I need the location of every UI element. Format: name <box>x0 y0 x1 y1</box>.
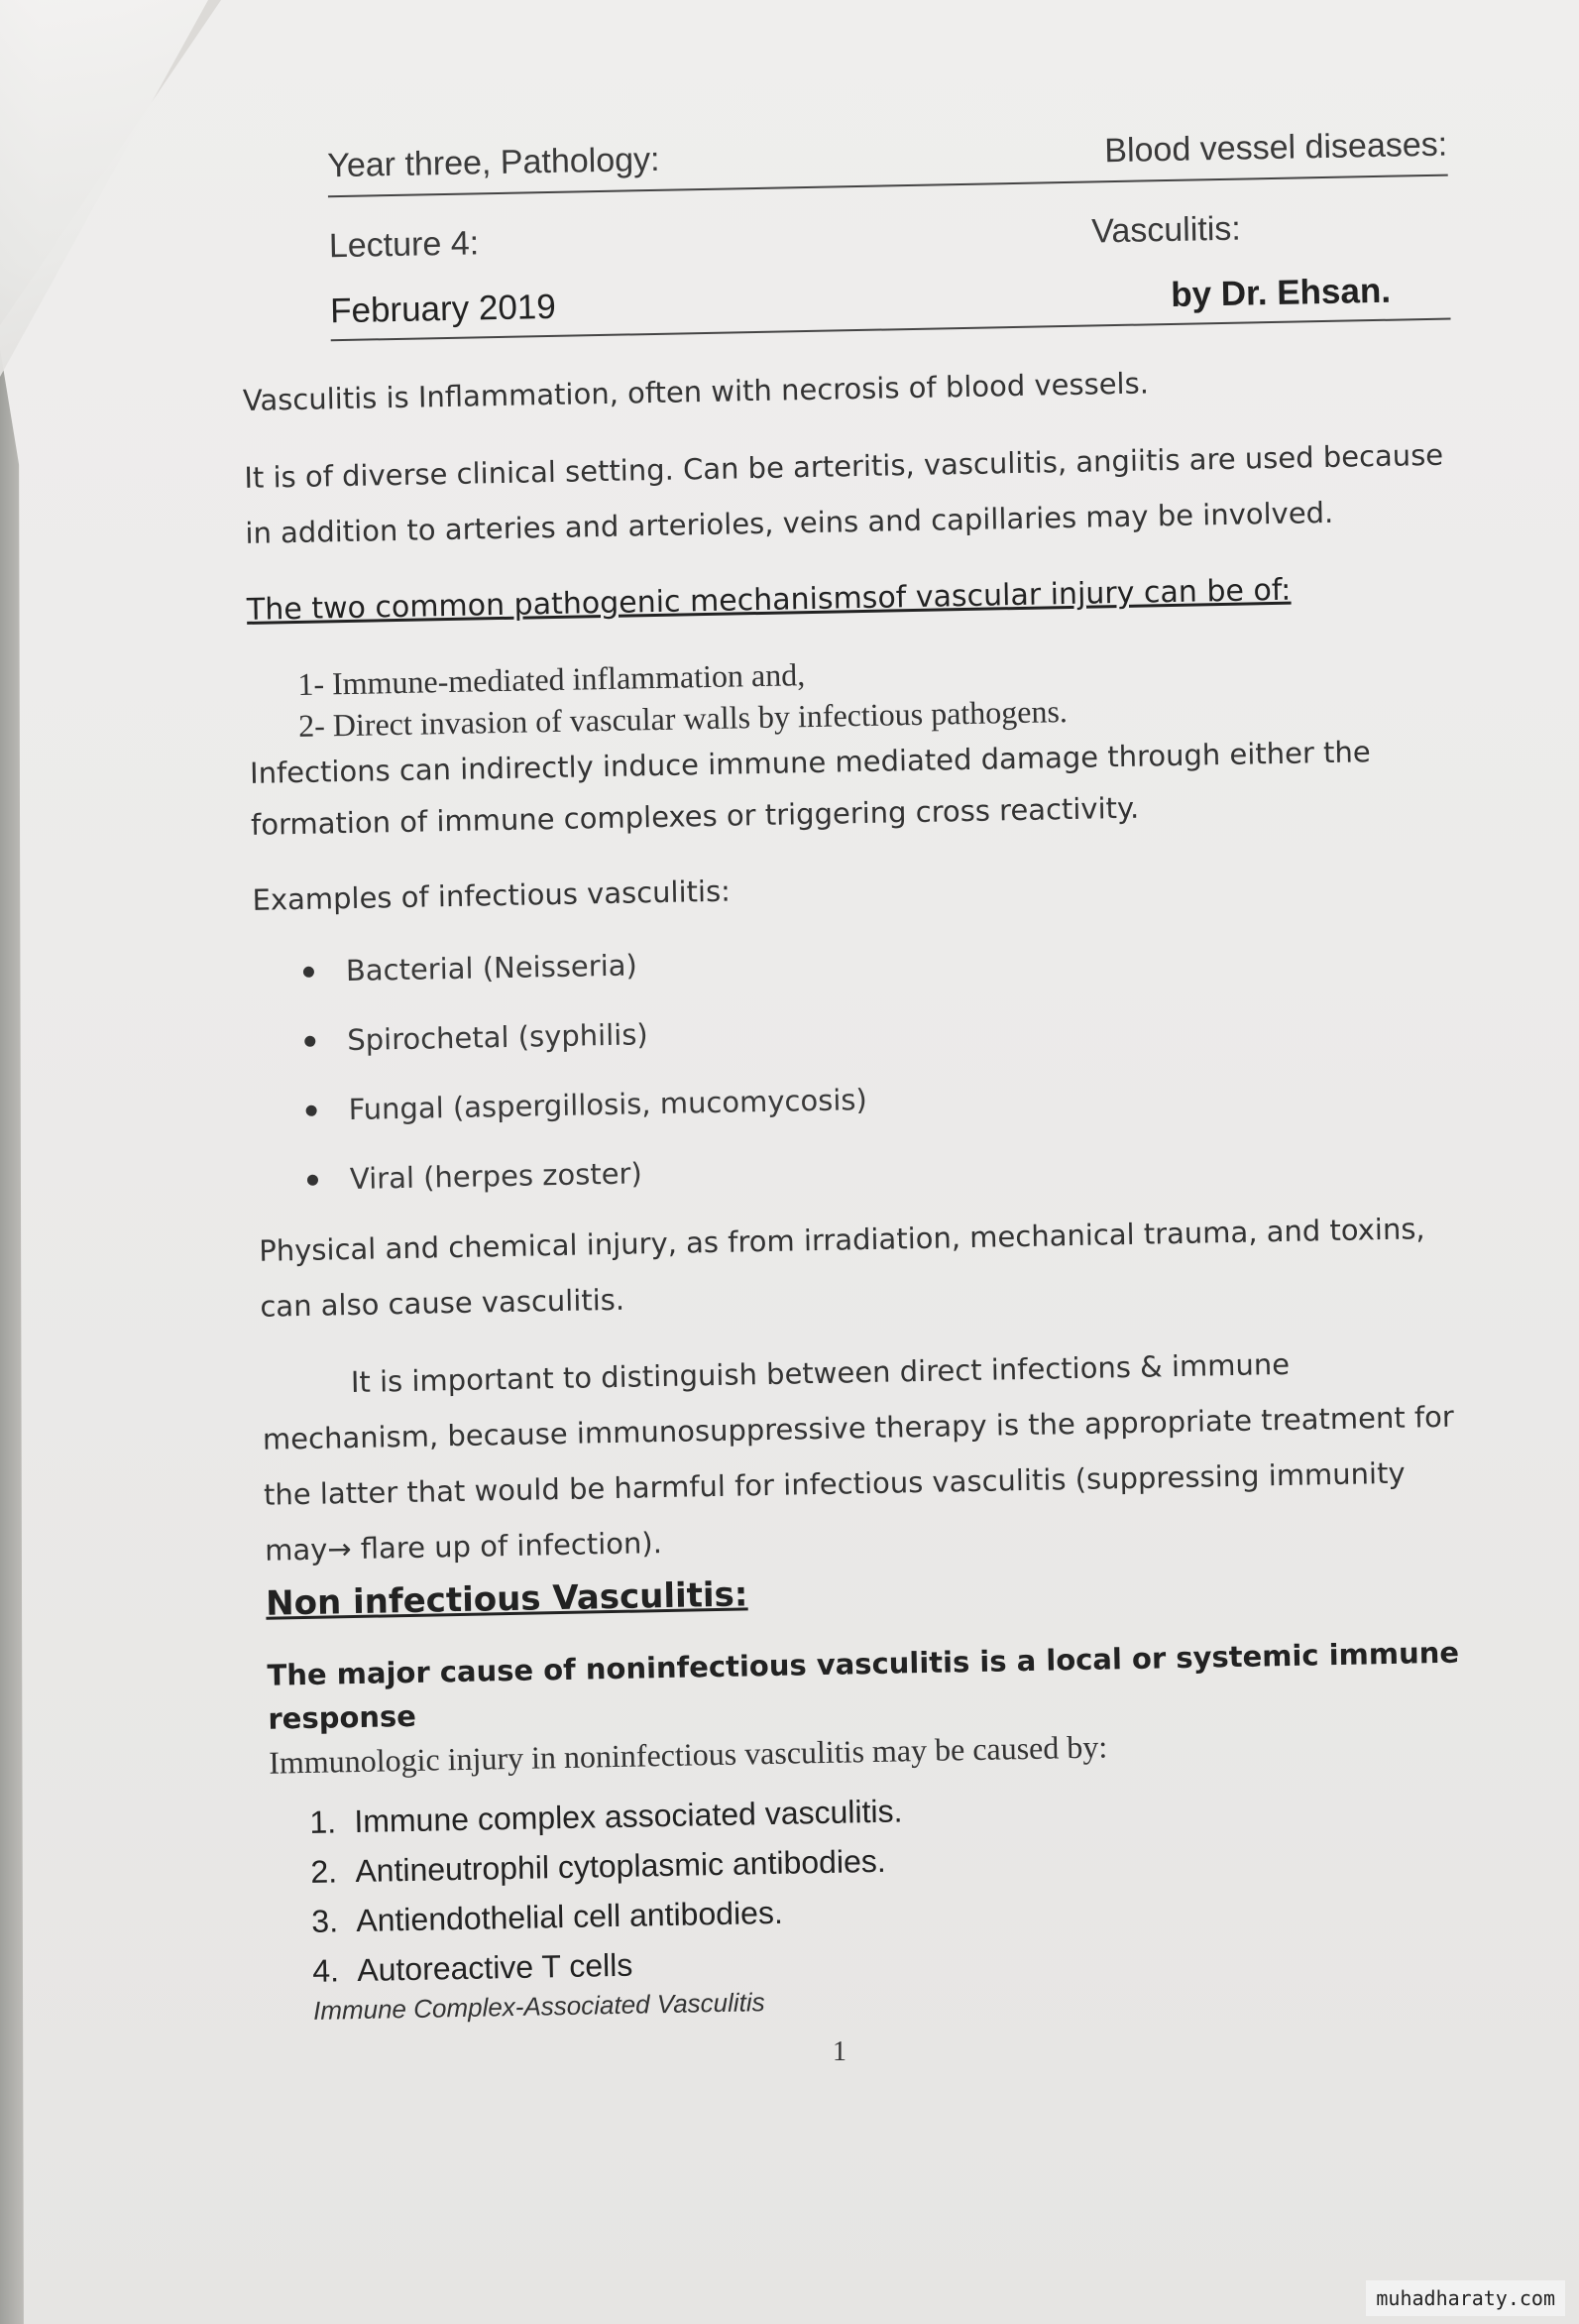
topic-label: Blood vessel diseases: <box>1103 125 1448 171</box>
watermark: muhadharaty.com <box>1366 2280 1565 2316</box>
immunologic-injury-line: Immunologic injury in noninfectious vasculitis may be caused by: <box>268 1728 1108 1781</box>
distinguish-paragraph: It is important to distinguish between direct infections & immune mechanism, because immunosuppressive therapy is the appropriate treatment for the latter that would be harmful for infectious vasculitis (suppressing immunity may→ flare up of infection). <box>262 1346 1455 1568</box>
cause-item: 1. Immune complex associated vasculitis. <box>309 1792 903 1840</box>
body-text <box>242 350 1474 1578</box>
non-infectious-title: Non infectious Vasculitis: <box>265 1574 748 1624</box>
date-label: February 2019 <box>329 287 557 331</box>
example-item: Fungal (aspergillosis, mucomycosis) <box>305 1053 1466 1144</box>
bullet-icon <box>306 1104 317 1115</box>
author-label: by Dr. Ehsan. <box>1170 271 1392 314</box>
setting-paragraph: It is of diverse clinical setting. Can be arteritis, vasculitis, angiitis are used because in addition to arteries and arterioles, veins and capillaries may be involved. <box>244 437 1444 550</box>
intro-paragraph: Vasculitis is Inflammation, often with necrosis of blood vessels. <box>242 366 1150 417</box>
bullet-icon <box>304 1035 315 1046</box>
examples-list <box>302 914 1467 1214</box>
example-item: Viral (herpes zoster) <box>306 1122 1467 1214</box>
header-row-2 <box>329 206 1450 267</box>
examples-heading: Examples of infectious vasculitis: <box>252 873 732 917</box>
example-item: Bacterial (Neisseria) <box>302 914 1463 1005</box>
bullet-icon <box>307 1174 318 1185</box>
mechanisms-heading: The two common pathogenic mechanismsof vascular injury can be of: <box>246 572 1292 628</box>
page-content <box>238 126 1483 2028</box>
physical-injury-paragraph: Physical and chemical injury, as from irradiation, mechanical trauma, and toxins, can also cause vasculitis. <box>259 1212 1425 1324</box>
title-label: Vasculitis: <box>1090 209 1242 251</box>
course-label: Year three, Pathology: <box>326 140 660 185</box>
bullet-icon <box>303 966 314 977</box>
cause-item: 2. Antineutrophil cytoplasmic antibodies. <box>310 1842 887 1890</box>
mechanism-item: 2- Direct invasion of vascular walls by infectious pathogens. <box>297 693 1069 744</box>
immune-complex-subheading: Immune Complex-Associated Vasculitis <box>312 1987 765 2026</box>
cause-item: 3. Antiendothelial cell antibodies. <box>310 1894 784 1939</box>
mechanism-item: 1- Immune-mediated inflammation and, <box>297 656 806 702</box>
causes-list <box>309 1775 1483 1996</box>
major-cause-line: The major cause of noninfectious vasculitis is a local or systemic immune response <box>267 1635 1460 1736</box>
infections-paragraph: Infections can indirectly induce immune mediated damage through either the formation of immune complexes or triggering cross reactivity. <box>249 735 1371 842</box>
lecture-label: Lecture 4: <box>328 224 480 266</box>
page-number: 1 <box>833 2036 846 2067</box>
cause-item: 4. Autoreactive T cells <box>311 1946 633 1989</box>
example-item: Spirochetal (syphilis) <box>304 984 1465 1075</box>
